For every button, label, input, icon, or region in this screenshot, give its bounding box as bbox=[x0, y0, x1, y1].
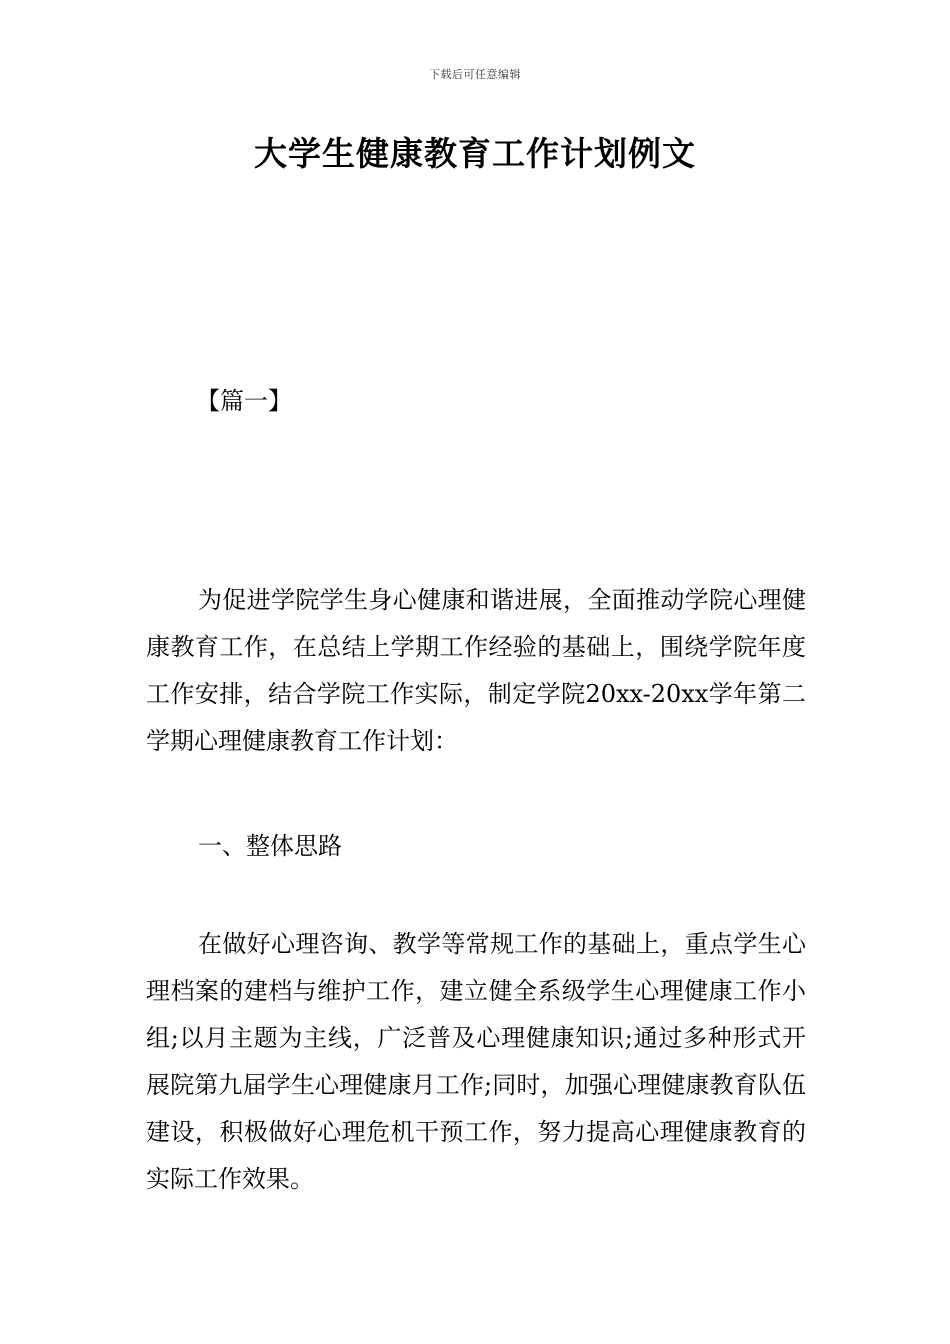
document-title: 大学生健康教育工作计划例文 bbox=[254, 134, 696, 173]
section-heading-overall-approach: 一、整体思路 bbox=[198, 832, 342, 860]
intro-paragraph: 为促进学院学生身心健康和谐进展，全面推动学院心理健康教育工作，在总结上学期工作经验的基础上，围绕学院年度工作安排，结合学院工作实际，制定学院20xx-20xx学年第二学期心理健康教育工作计划： bbox=[146, 586, 806, 755]
section-label: 【篇一】 bbox=[196, 387, 292, 415]
header-note: 下载后可任意编辑 bbox=[429, 68, 521, 81]
body-paragraph: 在做好心理咨询、教学等常规工作的基础上，重点学生心理档案的建档与维护工作，建立健全系级学生心理健康工作小组;以月主题为主线，广泛普及心理健康知识;通过多种形式开展院第九届学生心理健康月工作;同时，加强心理健康教育队伍建设，积极做好心理危机干预工作，努力提高心理健康教育的实际工作效果。 bbox=[146, 930, 806, 1193]
